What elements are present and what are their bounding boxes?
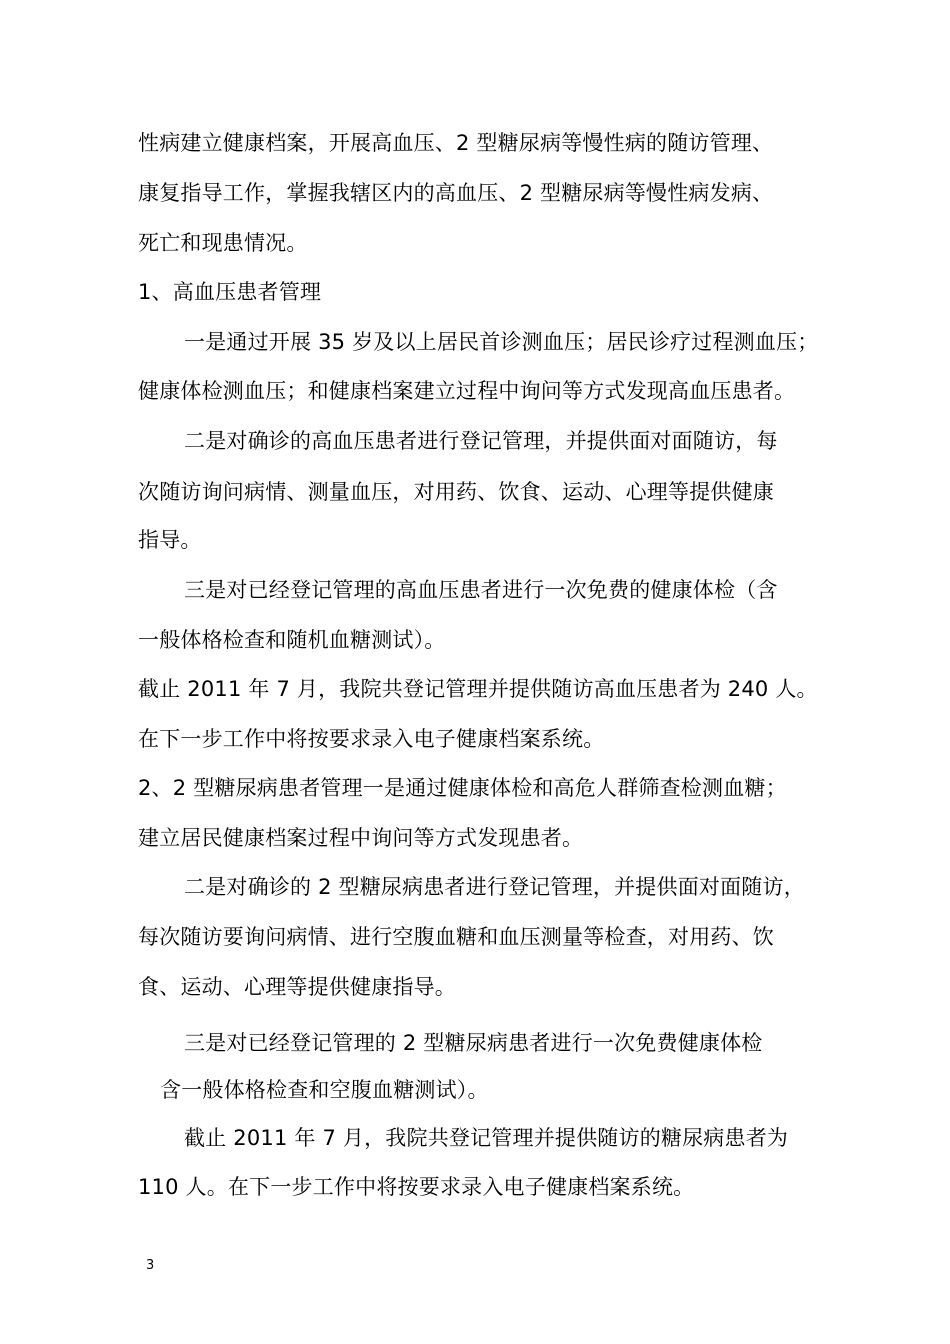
text-line: 建立居民健康档案过程中询问等方式发现患者。 bbox=[138, 826, 584, 850]
text-line: 次随访询问病情、测量血压，对用药、饮食、运动、心理等提供健康 bbox=[138, 480, 774, 504]
text-line: 二是对确诊的 2 型糖尿病患者进行登记管理，并提供面对面随访， bbox=[184, 875, 805, 899]
text-line: 二是对确诊的高血压患者进行登记管理，并提供面对面随访，每 bbox=[184, 429, 778, 453]
text-line: 一般体格检查和随机血糖测试）。 bbox=[138, 628, 446, 652]
text-line: 食、运动、心理等提供健康指导。 bbox=[138, 975, 456, 999]
text-line: 三是对已经登记管理的高血压患者进行一次免费的健康体检（含 bbox=[184, 578, 778, 602]
section-heading: 2、2 型糖尿病患者管理一是通过健康体检和高危人群筛查检测血糖； bbox=[138, 776, 787, 800]
page-number: 3 bbox=[146, 1258, 155, 1273]
text-line: 健康体检测血压；和健康档案建立过程中询问等方式发现高血压患者。 bbox=[138, 379, 796, 403]
text-line: 每次随访要询问病情、进行空腹血糖和血压测量等检查，对用药、饮 bbox=[138, 925, 774, 949]
text-line: 截止 2011 年 7 月，我院共登记管理并提供随访高血压患者为 240 人。 bbox=[138, 677, 818, 701]
text-line: 一是通过开展 35 岁及以上居民首诊测血压；居民诊疗过程测血压； bbox=[184, 330, 819, 354]
text-line: 110 人。在下一步工作中将按要求录入电子健康档案系统。 bbox=[138, 1175, 695, 1199]
text-line: 性病建立健康档案，开展高血压、2 型糖尿病等慢性病的随访管理、 bbox=[138, 131, 774, 155]
text-line: 截止 2011 年 7 月，我院共登记管理并提供随访的糖尿病患者为 bbox=[184, 1126, 789, 1150]
section-heading: 1、高血压患者管理 bbox=[138, 280, 322, 304]
text-line: 指导。 bbox=[138, 528, 202, 552]
text-line: 含一般体格检查和空腹血糖测试）。 bbox=[160, 1078, 489, 1102]
text-line: 在下一步工作中将按要求录入电子健康档案系统。 bbox=[138, 727, 605, 751]
text-line: 死亡和现患情况。 bbox=[138, 231, 308, 255]
text-line: 康复指导工作，掌握我辖区内的高血压、2 型糖尿病等慢性病发病、 bbox=[138, 181, 774, 205]
text-line: 三是对已经登记管理的 2 型糖尿病患者进行一次免费健康体检 bbox=[184, 1031, 763, 1055]
